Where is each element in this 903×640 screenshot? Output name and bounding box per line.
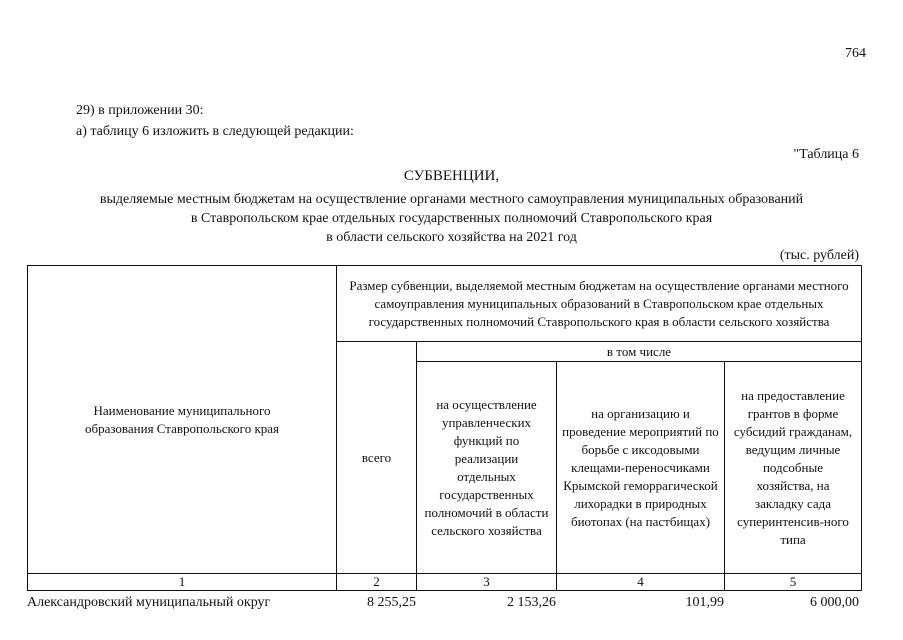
header-total: всего	[337, 342, 417, 574]
row-tick-control: 101,99	[685, 595, 724, 610]
row-total: 8 255,25	[367, 595, 416, 610]
column-number: 5	[725, 574, 862, 591]
header-grants: на предоставление грантов в форме субсидий гражданам, ведущим личные подсобные хозяйства, на закладку сада суперинтенсив-ного типа	[725, 362, 862, 574]
column-number: 2	[337, 574, 417, 591]
row-municipality-name: Александровский муниципальный округ	[27, 595, 271, 610]
document-title: СУБВЕНЦИИ,	[403, 168, 500, 184]
header-management-functions: на осуществление управленческих функций по реализации отдельных государственных полномочий в области сельского хозяйства	[417, 362, 557, 574]
column-number: 1	[28, 574, 337, 591]
row-management-functions: 2 153,26	[507, 595, 556, 610]
subtitle-line-1: выделяемые местным бюджетам на осуществление органами местного самоуправления муниципальных образований	[99, 192, 804, 207]
row-grants: 6 000,00	[810, 595, 859, 610]
subtitle-line-3: в области сельского хозяйства на 2021 год	[326, 230, 577, 245]
header-municipality-name: Наименование муниципального образования Ставропольского края	[28, 266, 337, 574]
intro-line-2: а) таблицу 6 изложить в следующей редакции:	[76, 124, 354, 139]
header-tick-control: на организацию и проведение мероприятий по борьбе с иксодовыми клещами-переносчиками Крымской геморрагической лихорадки в природных биотопах (на пастбищах)	[557, 362, 725, 574]
document-subtitle	[0, 190, 903, 247]
column-number: 4	[557, 574, 725, 591]
subsidy-table	[27, 265, 862, 591]
header-including: в том числе	[417, 342, 862, 362]
table-row	[27, 594, 861, 612]
units-label: (тыс. рублей)	[779, 248, 859, 263]
subtitle-line-2: в Ставропольском крае отдельных государственных полномочий Ставропольского края	[190, 211, 713, 226]
intro-line-1: 29) в приложении 30:	[76, 103, 204, 118]
header-subsidy-size: Размер субвенции, выделяемой местным бюджетам на осуществление органами местного самоуправления муниципальных образований в Ставропольском крае отдельных государственных полномочий Ставропольского края в области сельского хозяйства	[337, 266, 862, 342]
page-number: 764	[845, 46, 866, 61]
column-number: 3	[417, 574, 557, 591]
table-label: "Таблица 6	[793, 147, 859, 162]
intro-text	[76, 100, 354, 142]
